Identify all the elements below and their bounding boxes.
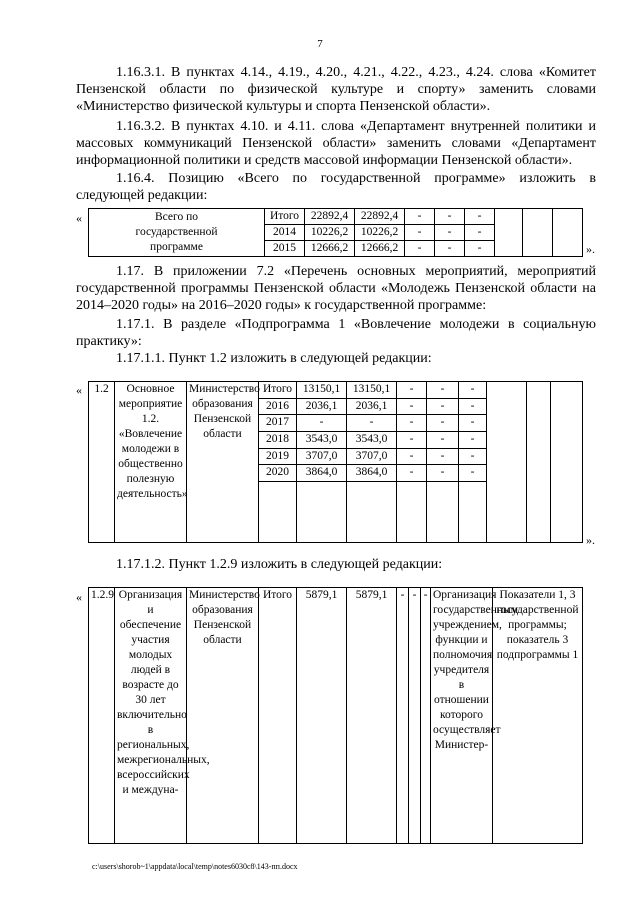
paragraph-1-17-1-2: 1.17.1.2. Пункт 1.2.9 изложить в следующей редакции: [116,557,443,572]
dash-cell: - [465,209,495,225]
indicator-cell: Показатели 1, 3 государственной программы; показатель 3 подпрограммы 1 [493,588,583,844]
value-cell: 3543,0 [297,431,347,448]
period-cell: 2016 [259,398,297,415]
dash-cell: - [397,465,427,482]
empty-cell [397,482,427,543]
empty-cell [427,482,459,543]
period-cell: 2020 [259,465,297,482]
value-cell: 10226,2 [305,225,355,241]
period-cell: 2017 [259,415,297,432]
executor: Министерство образования Пензенской области [187,588,259,844]
value-cell: 5879,1 [297,588,347,844]
value-cell: 10226,2 [355,225,405,241]
dash-cell: - [397,588,409,844]
dash-cell: - [405,225,435,241]
period-cell: Итого [259,588,297,844]
value-cell: 3864,0 [347,465,397,482]
dash-cell: - [427,398,459,415]
item-number: 1.2 [89,382,115,543]
page-number: 7 [317,38,323,50]
dash-cell: - [465,225,495,241]
dash-cell: - [459,431,487,448]
result-cell: Организация государственным учреждением, функции и полномочия учредителя в отношении которого осуществляет Министер- [431,588,493,844]
measure-name: Организация и обеспечение участия молодых людей в возрасте до 30 лет включительно в региональных, межрегиональных, всероссийских и междуна- [115,588,187,844]
dash-cell: - [459,382,487,399]
period-cell: 2015 [265,241,305,257]
dash-cell: - [435,225,465,241]
empty-cell [527,382,551,543]
quote-open: « [76,211,82,225]
dash-cell: - [459,415,487,432]
table-row [89,209,583,225]
dash-cell: - [397,431,427,448]
period-cell: 2018 [259,431,297,448]
value-cell: 22892,4 [355,209,405,225]
value-cell: 2036,1 [347,398,397,415]
value-cell: 22892,4 [305,209,355,225]
paragraph-1-16-4: 1.16.4. Позицию «Всего по государственной программе» изложить в следующей редакции: [76,171,596,203]
dash-cell: - [459,398,487,415]
value-cell: 13150,1 [347,382,397,399]
paragraph-1-17: 1.17. В приложении 7.2 «Перечень основных мероприятий, мероприятий государственной программы Пензенской области «Молодежь Пензенской области на 2014–2020 годы» на 2016–2020 годы» к государственной программе: [76,264,596,313]
period-cell: 2019 [259,448,297,465]
paragraph-1-17-1: 1.17.1. В разделе «Подпрограмма 1 «Вовлечение молодежи в социальную практику»: [76,317,596,349]
empty-cell [259,482,297,543]
empty-cell [487,382,527,543]
empty-cell [495,209,523,257]
dash-cell: - [397,382,427,399]
period-cell: Итого [259,382,297,399]
quote-close: ». [586,242,595,256]
dash-cell: - [427,382,459,399]
empty-cell [523,209,553,257]
dash-cell: - [405,241,435,257]
measure-1-2-table [88,381,583,543]
value-cell: - [347,415,397,432]
dash-cell: - [421,588,431,844]
dash-cell: - [459,448,487,465]
empty-cell [459,482,487,543]
dash-cell: - [397,398,427,415]
value-cell: 3707,0 [347,448,397,465]
measure-name: Основное мероприятие 1.2. «Вовлечение молодежи в общественно полезную деятельность» [115,382,187,543]
dash-cell: - [435,209,465,225]
period-cell: Итого [265,209,305,225]
empty-cell [551,382,583,543]
table-row [89,382,583,399]
dash-cell: - [409,588,421,844]
value-cell: 12666,2 [305,241,355,257]
value-cell: 3707,0 [297,448,347,465]
dash-cell: - [435,241,465,257]
footer-file-path: c:\users\shorob~1\appdata\local\temp\notes6030c8\143-пп.docx [92,862,298,871]
value-cell: - [297,415,347,432]
total-program-table [88,208,583,257]
quote-open: « [76,590,82,604]
quote-close: ». [586,533,595,547]
paragraph-1-17-1-1: 1.17.1.1. Пункт 1.2 изложить в следующей редакции: [116,351,432,366]
empty-cell [553,209,583,257]
dash-cell: - [427,448,459,465]
measure-1-2-9-table [88,587,583,844]
item-number: 1.2.9 [89,588,115,844]
value-cell: 5879,1 [347,588,397,844]
value-cell: 13150,1 [297,382,347,399]
dash-cell: - [397,448,427,465]
value-cell: 2036,1 [297,398,347,415]
table-label: Всего по государственной программе [89,209,265,257]
paragraph-1-16-3-1: 1.16.3.1. В пунктах 4.14., 4.19., 4.20., 4.21., 4.22., 4.23., 4.24. слова «Комитет Пензенской области по физической культуре и спорту» заменить словами «Министерство физической культуры и спорта Пензенской области». [76,65,596,114]
dash-cell: - [459,465,487,482]
value-cell: 12666,2 [355,241,405,257]
dash-cell: - [465,241,495,257]
paragraph-1-16-3-2: 1.16.3.2. В пунктах 4.10. и 4.11. слова «Департамент внутренней политики и массовых коммуникаций Пензенской области» заменить словами «Департамент информационной политики и средств массовой информации Пензенской области». [76,119,596,168]
dash-cell: - [397,415,427,432]
executor: Министерство образования Пензенской области [187,382,259,543]
empty-cell [297,482,347,543]
dash-cell: - [427,415,459,432]
table-row [89,588,583,844]
dash-cell: - [427,465,459,482]
value-cell: 3864,0 [297,465,347,482]
value-cell: 3543,0 [347,431,397,448]
empty-cell [347,482,397,543]
period-cell: 2014 [265,225,305,241]
dash-cell: - [427,431,459,448]
quote-open: « [76,383,82,397]
dash-cell: - [405,209,435,225]
